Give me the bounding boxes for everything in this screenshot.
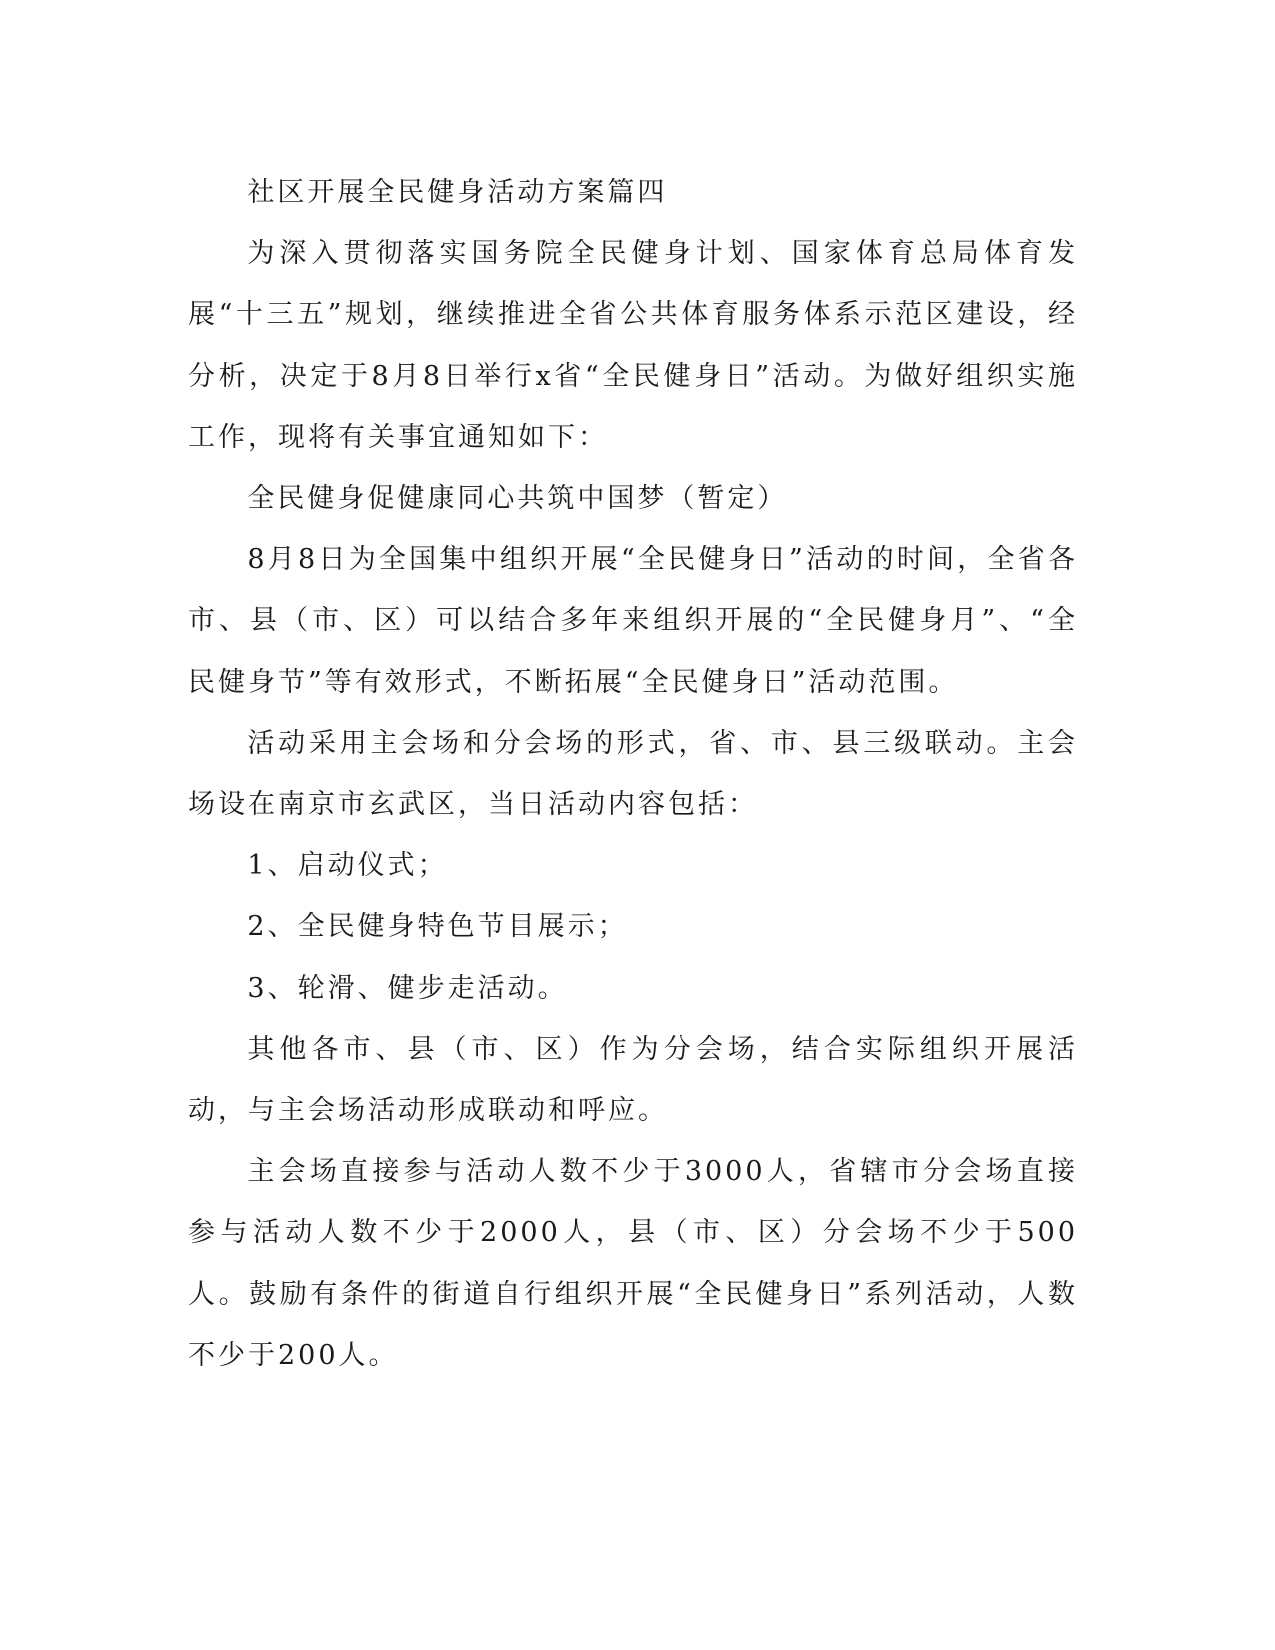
document-body: [188, 162, 1078, 1386]
time-paragraph: 8月8日为全国集中组织开展“全民健身日”活动的时间，全省各市、县（市、区）可以结合多年来组织开展的“全民健身月”、“全民健身节”等有效形式，不断拓展“全民健身日”活动范围。: [188, 544, 1078, 698]
theme-paragraph: 全民健身促健康同心共筑中国梦（暂定）: [247, 483, 788, 515]
participants-paragraph: 主会场直接参与活动人数不少于3000人，省辖市分会场直接参与活动人数不少于2000人，县（市、区）分会场不少于500人。鼓励有条件的街道自行组织开展“全民健身日”系列活动，人数不少于200人。: [188, 1156, 1078, 1371]
venue-paragraph: 活动采用主会场和分会场的形式，省、市、县三级联动。主会场设在南京市玄武区，当日活动内容包括：: [188, 727, 1078, 821]
list-item-3: 3、轮滑、健步走活动。: [247, 972, 568, 1004]
document-title: 社区开展全民健身活动方案篇四: [247, 177, 668, 208]
list-item-2: 2、全民健身特色节目展示；: [247, 911, 628, 943]
list-item-1: 1、启动仪式；: [247, 850, 448, 882]
intro-paragraph: 为深入贯彻落实国务院全民健身计划、国家体育总局体育发展“十三五”规划，继续推进全省公共体育服务体系示范区建设，经分析，决定于8月8日举行x省“全民健身日”活动。为做好组织实施工作，现将有关事宜通知如下：: [188, 238, 1078, 453]
branch-venue-paragraph: 其他各市、县（市、区）作为分会场，结合实际组织开展活动，与主会场活动形成联动和呼应。: [188, 1033, 1078, 1127]
